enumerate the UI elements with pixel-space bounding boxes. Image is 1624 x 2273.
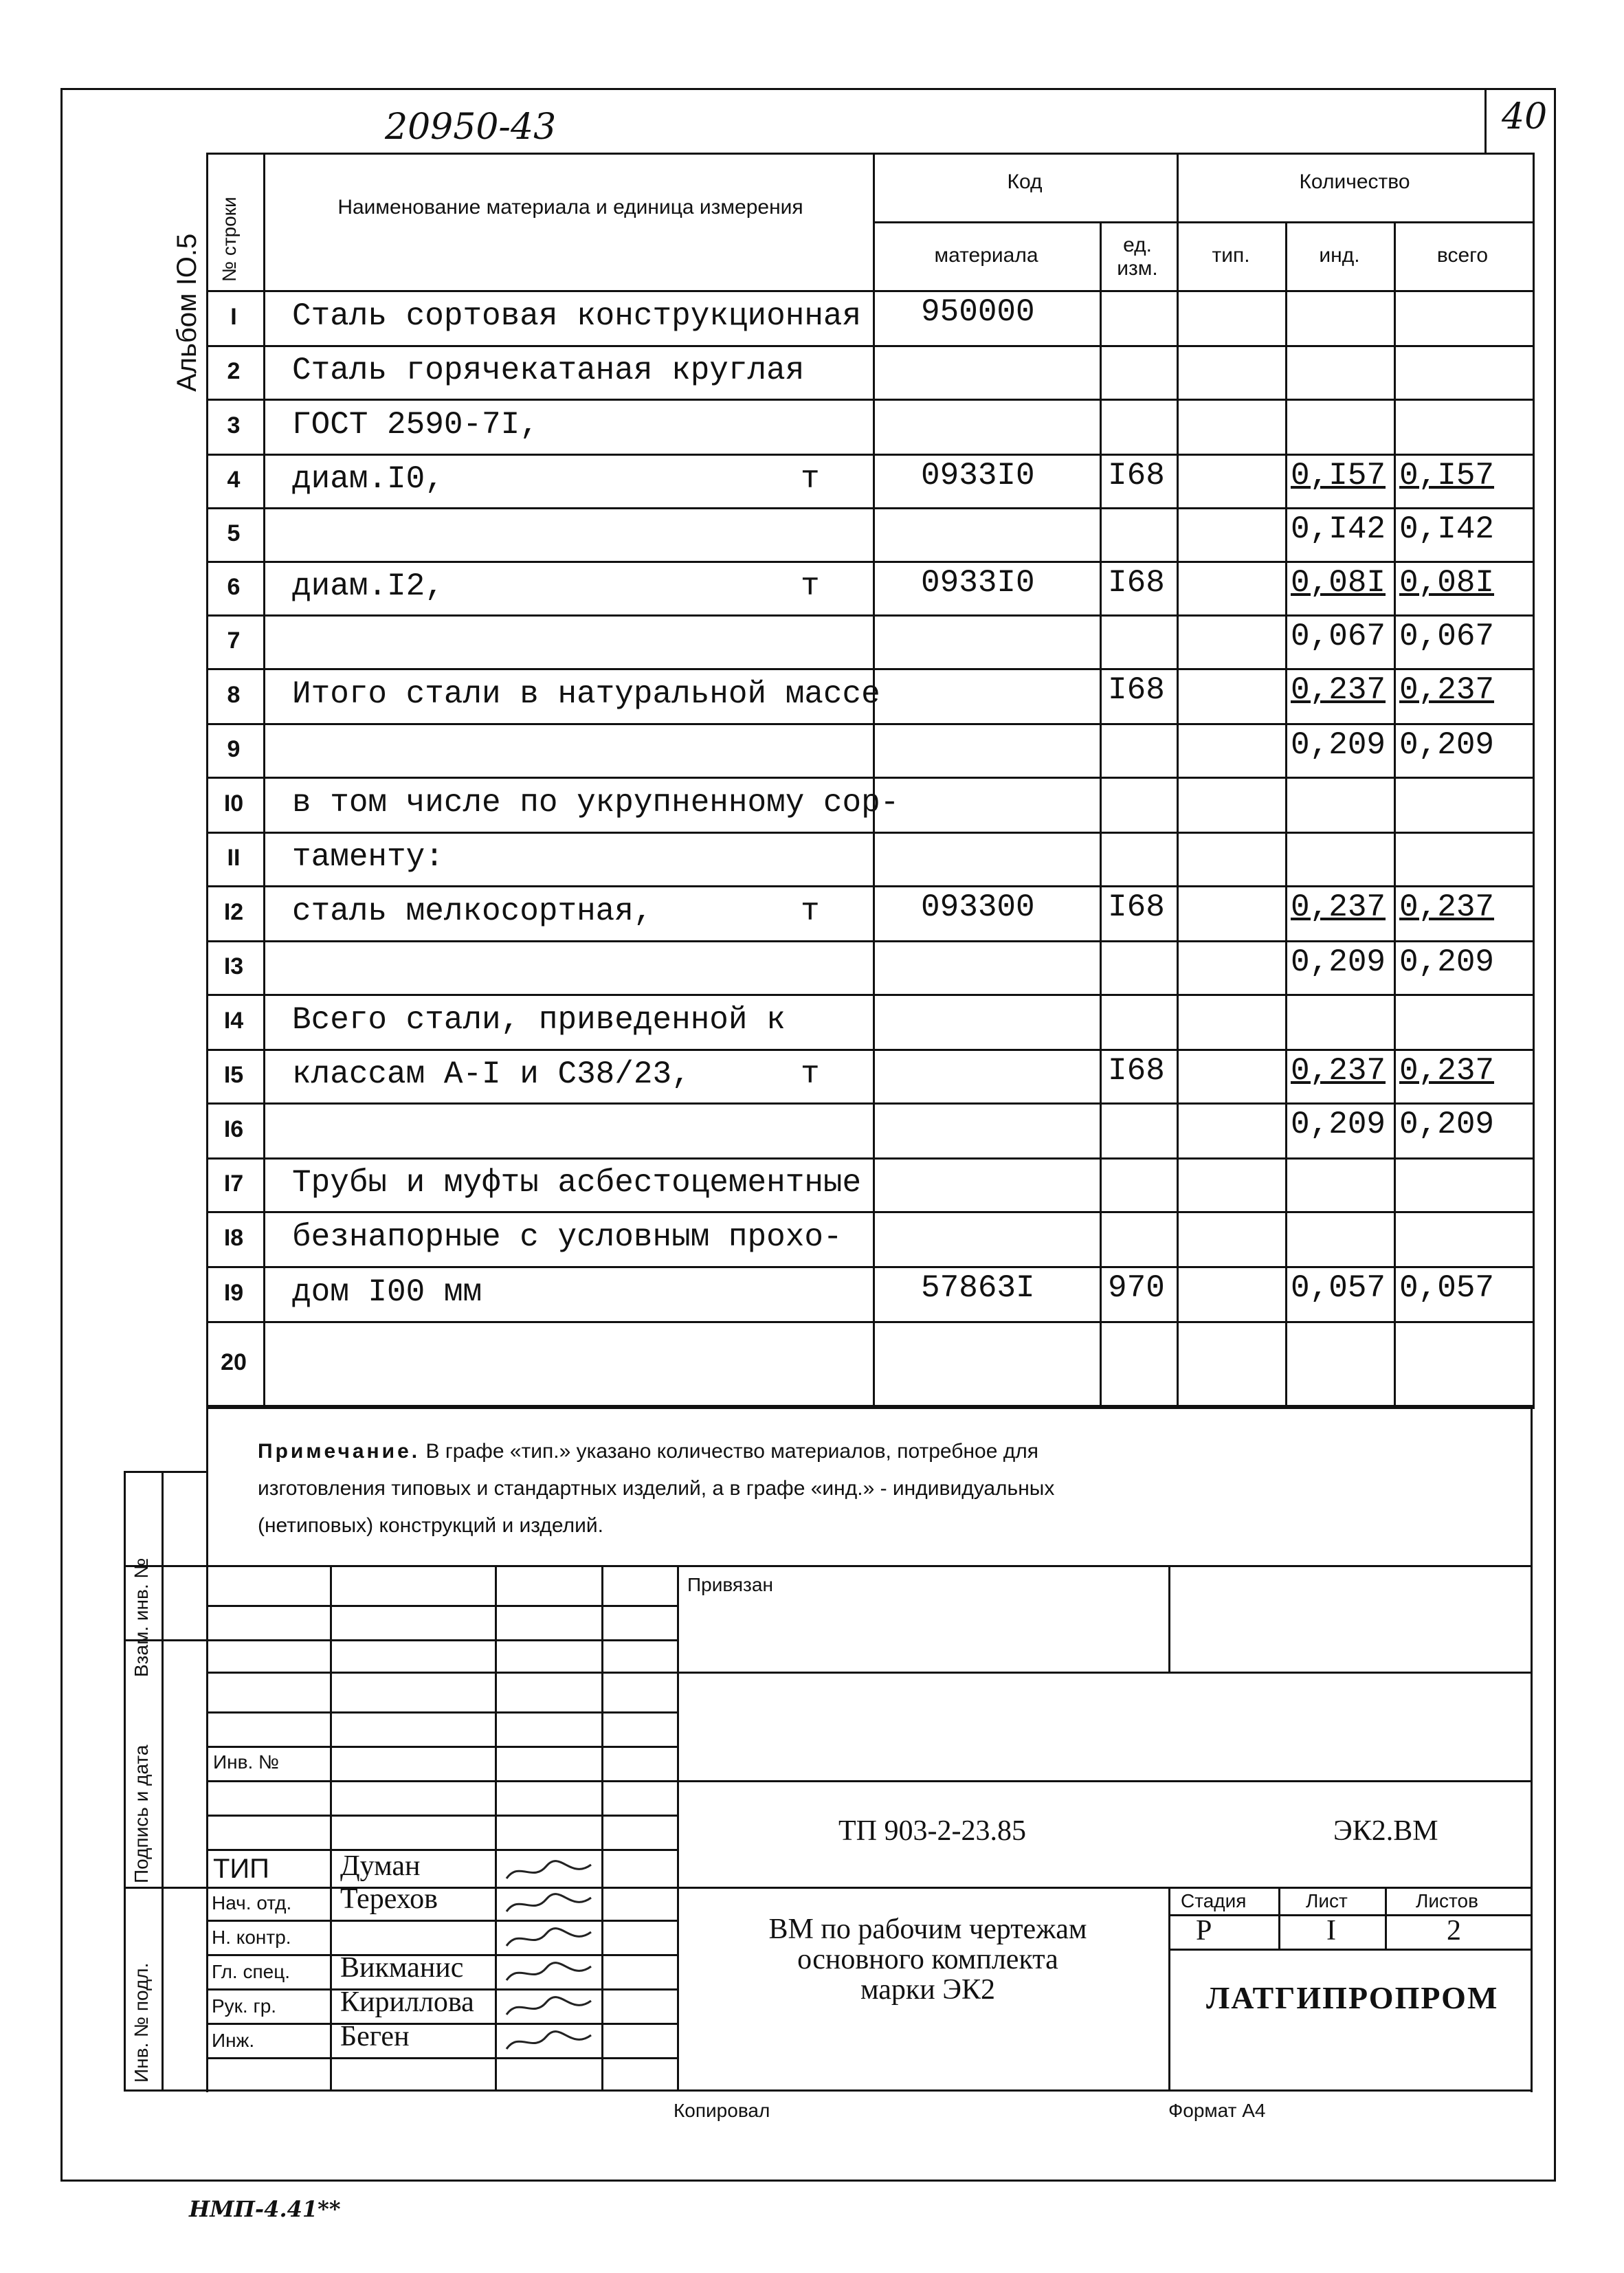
row-divider xyxy=(206,940,1533,942)
signature-name: Терехов xyxy=(340,1883,438,1915)
row-divider xyxy=(206,777,1533,779)
header-code-material: материала xyxy=(934,244,1038,267)
row-divider xyxy=(206,345,1533,347)
qty-ind: 0,08I xyxy=(1291,565,1386,601)
header-qty-total: всего xyxy=(1436,244,1489,267)
signature-role: Инж. xyxy=(212,2030,255,2051)
side-podpis-data: Подпись и дата xyxy=(131,1744,152,1883)
material-unit: т xyxy=(801,1056,820,1092)
unit-code: I68 xyxy=(1108,458,1165,494)
material-name: сталь мелкосортная, xyxy=(292,894,653,929)
material-unit: т xyxy=(801,461,820,497)
doc-mark: ЭК2.ВМ xyxy=(1333,1815,1438,1847)
note-line3: (нетиповых) конструкций и изделий. xyxy=(258,1514,603,1537)
row-number: I8 xyxy=(223,1225,244,1251)
qty-total: 0,209 xyxy=(1399,1107,1495,1142)
album-label: Альбом IO.5 xyxy=(172,233,202,392)
signature-scribble xyxy=(505,1859,594,1887)
material-name: ГОСТ 2590-7I, xyxy=(292,407,539,443)
material-name: дом I00 мм xyxy=(292,1274,482,1310)
row-divider xyxy=(206,1157,1533,1160)
row-number: 7 xyxy=(227,628,241,654)
row-number: I3 xyxy=(223,953,244,979)
material-name: Всего стали, приведенной к xyxy=(292,1002,786,1038)
organization: ЛАТГИПРОПРОМ xyxy=(1206,1980,1499,2015)
material-code: 0933I0 xyxy=(921,565,1035,601)
privyazan-label: Привязан xyxy=(687,1574,773,1595)
sheets-label: Листов xyxy=(1416,1890,1478,1911)
row-number: I0 xyxy=(223,790,244,817)
material-code: 57863I xyxy=(921,1270,1035,1306)
qty-total: 0,237 xyxy=(1399,1053,1495,1089)
qty-ind: 0,209 xyxy=(1291,1107,1386,1142)
row-divider xyxy=(206,885,1533,887)
bottom-stamp: НМП-4.41** xyxy=(189,2196,341,2222)
qty-total: 0,I42 xyxy=(1399,511,1495,547)
qty-total: 0,237 xyxy=(1399,889,1495,925)
row-divider xyxy=(206,723,1533,725)
stage-value: Р xyxy=(1196,1915,1212,1947)
row-number: 5 xyxy=(227,520,241,546)
unit-code: I68 xyxy=(1108,672,1165,708)
signature-scribble xyxy=(505,1995,594,2023)
material-name: классам А-I и С38/23, xyxy=(292,1056,691,1092)
signature-name: Беген xyxy=(340,2021,410,2052)
row-number: I6 xyxy=(223,1116,244,1142)
qty-ind: 0,I42 xyxy=(1291,511,1386,547)
qty-ind: 0,057 xyxy=(1291,1270,1386,1306)
note-line1: В графе «тип.» указано количество материалов, потребное для xyxy=(425,1440,1038,1463)
row-number: I xyxy=(230,304,237,330)
signature-role: Нач. отд. xyxy=(212,1892,292,1914)
unit-code: I68 xyxy=(1108,889,1165,925)
qty-ind: 0,209 xyxy=(1291,727,1386,763)
row-divider xyxy=(206,1266,1533,1268)
doc-number: 20950-43 xyxy=(385,107,557,148)
header-row-no: № строки xyxy=(219,197,240,282)
signature-role: Н. контр. xyxy=(212,1927,291,1948)
row-number: I7 xyxy=(223,1171,244,1197)
material-code: 950000 xyxy=(921,294,1035,330)
sheets-value: 2 xyxy=(1447,1915,1461,1947)
material-name: в том числе по укрупненному сор- xyxy=(292,785,900,821)
header-code: Код xyxy=(1007,170,1043,193)
material-code: 093300 xyxy=(921,889,1035,925)
material-name: Сталь сортовая конструкционная xyxy=(292,298,862,334)
signature-name: Думан xyxy=(340,1850,421,1882)
row-number: II xyxy=(227,845,241,871)
row-number: 20 xyxy=(221,1349,247,1375)
qty-total: 0,209 xyxy=(1399,727,1495,763)
row-number: 3 xyxy=(227,412,241,439)
note-title: Примечание. xyxy=(258,1440,421,1463)
signature-scribble xyxy=(505,1927,594,1955)
sheet-corner-number: 40 xyxy=(1502,96,1548,137)
unit-code: I68 xyxy=(1108,1053,1165,1089)
row-number: 8 xyxy=(227,682,241,708)
row-divider xyxy=(206,1321,1533,1323)
row-divider xyxy=(206,454,1533,456)
signature-name: Кириллова xyxy=(340,1986,474,2018)
row-number: I5 xyxy=(223,1062,244,1088)
material-name: диам.I2, xyxy=(292,568,444,604)
row-number: I9 xyxy=(223,1280,244,1306)
qty-ind: 0,237 xyxy=(1291,889,1386,925)
row-number: 2 xyxy=(227,358,241,384)
row-divider xyxy=(206,1049,1533,1051)
row-divider xyxy=(206,994,1533,996)
material-name: Сталь горячекатаная круглая xyxy=(292,353,805,388)
material-unit: т xyxy=(801,894,820,929)
doc-code: ТП 903-2-23.85 xyxy=(838,1815,1026,1847)
material-name: таменту: xyxy=(292,839,444,875)
row-number: 4 xyxy=(227,467,241,493)
qty-total: 0,057 xyxy=(1399,1270,1495,1306)
row-divider xyxy=(206,1102,1533,1105)
row-divider xyxy=(206,832,1533,834)
qty-ind: 0,209 xyxy=(1291,944,1386,980)
row-number: I4 xyxy=(223,1008,244,1034)
header-name: Наименование материала и единица измерения xyxy=(337,196,803,219)
row-number: 9 xyxy=(227,736,241,762)
unit-code: I68 xyxy=(1108,565,1165,601)
qty-total: 0,08I xyxy=(1399,565,1495,601)
material-code: 0933I0 xyxy=(921,458,1035,494)
format-label: Формат А4 xyxy=(1168,2100,1266,2121)
side-inv-podl: Инв. № подл. xyxy=(131,1962,152,2083)
qty-ind: 0,237 xyxy=(1291,1053,1386,1089)
doc-title-line1: ВМ по рабочим чертежам xyxy=(768,1914,1087,1945)
inv-no-label: Инв. № xyxy=(213,1751,280,1773)
qty-total: 0,I57 xyxy=(1399,458,1495,494)
qty-ind: 0,I57 xyxy=(1291,458,1386,494)
tip-label: ТИП xyxy=(213,1854,269,1884)
header-code-unit: ед. изм. xyxy=(1117,234,1158,280)
doc-title-line2: основного комплекта xyxy=(797,1944,1058,1975)
qty-total: 0,067 xyxy=(1399,619,1495,654)
row-number: 6 xyxy=(227,574,241,600)
copied-label: Копировал xyxy=(674,2100,770,2121)
sheet-label: Лист xyxy=(1306,1890,1348,1911)
qty-ind: 0,067 xyxy=(1291,619,1386,654)
material-name: безнапорные с условным прохо- xyxy=(292,1219,843,1255)
doc-title-line3: марки ЭК2 xyxy=(860,1974,996,2006)
row-divider xyxy=(206,1211,1533,1213)
signature-scribble xyxy=(505,1892,594,1920)
material-unit: т xyxy=(801,568,820,604)
header-qty-ind: инд. xyxy=(1319,244,1360,267)
row-divider xyxy=(206,399,1533,401)
signature-scribble xyxy=(505,1961,594,1989)
row-divider xyxy=(206,561,1533,563)
signature-scribble xyxy=(505,2030,594,2058)
qty-total: 0,209 xyxy=(1399,944,1495,980)
signature-role: Рук. гр. xyxy=(212,1995,277,2017)
row-divider xyxy=(206,614,1533,617)
sheet-value: I xyxy=(1326,1915,1336,1947)
qty-ind: 0,237 xyxy=(1291,672,1386,708)
signature-role: Гл. спец. xyxy=(212,1961,291,1982)
row-divider xyxy=(206,668,1533,670)
row-divider xyxy=(206,507,1533,509)
material-name: Итого стали в натуральной массе xyxy=(292,676,880,712)
material-name: Трубы и муфты асбестоцементные xyxy=(292,1165,862,1201)
stage-label: Стадия xyxy=(1181,1890,1247,1911)
signature-name: Викманис xyxy=(340,1952,464,1984)
note xyxy=(258,1433,1054,1544)
row-number: I2 xyxy=(223,899,244,925)
header-qty-type: тип. xyxy=(1212,244,1250,267)
doc-title xyxy=(722,1914,1134,2005)
note-line2: изготовления типовых и стандартных изделий, а в графе «инд.» - индивидуальных xyxy=(258,1477,1055,1500)
side-vzam-inv: Взам. инв. № xyxy=(131,1557,152,1677)
qty-total: 0,237 xyxy=(1399,672,1495,708)
material-name: диам.I0, xyxy=(292,461,444,497)
header-qty: Количество xyxy=(1299,170,1410,193)
unit-code: 970 xyxy=(1108,1270,1165,1306)
